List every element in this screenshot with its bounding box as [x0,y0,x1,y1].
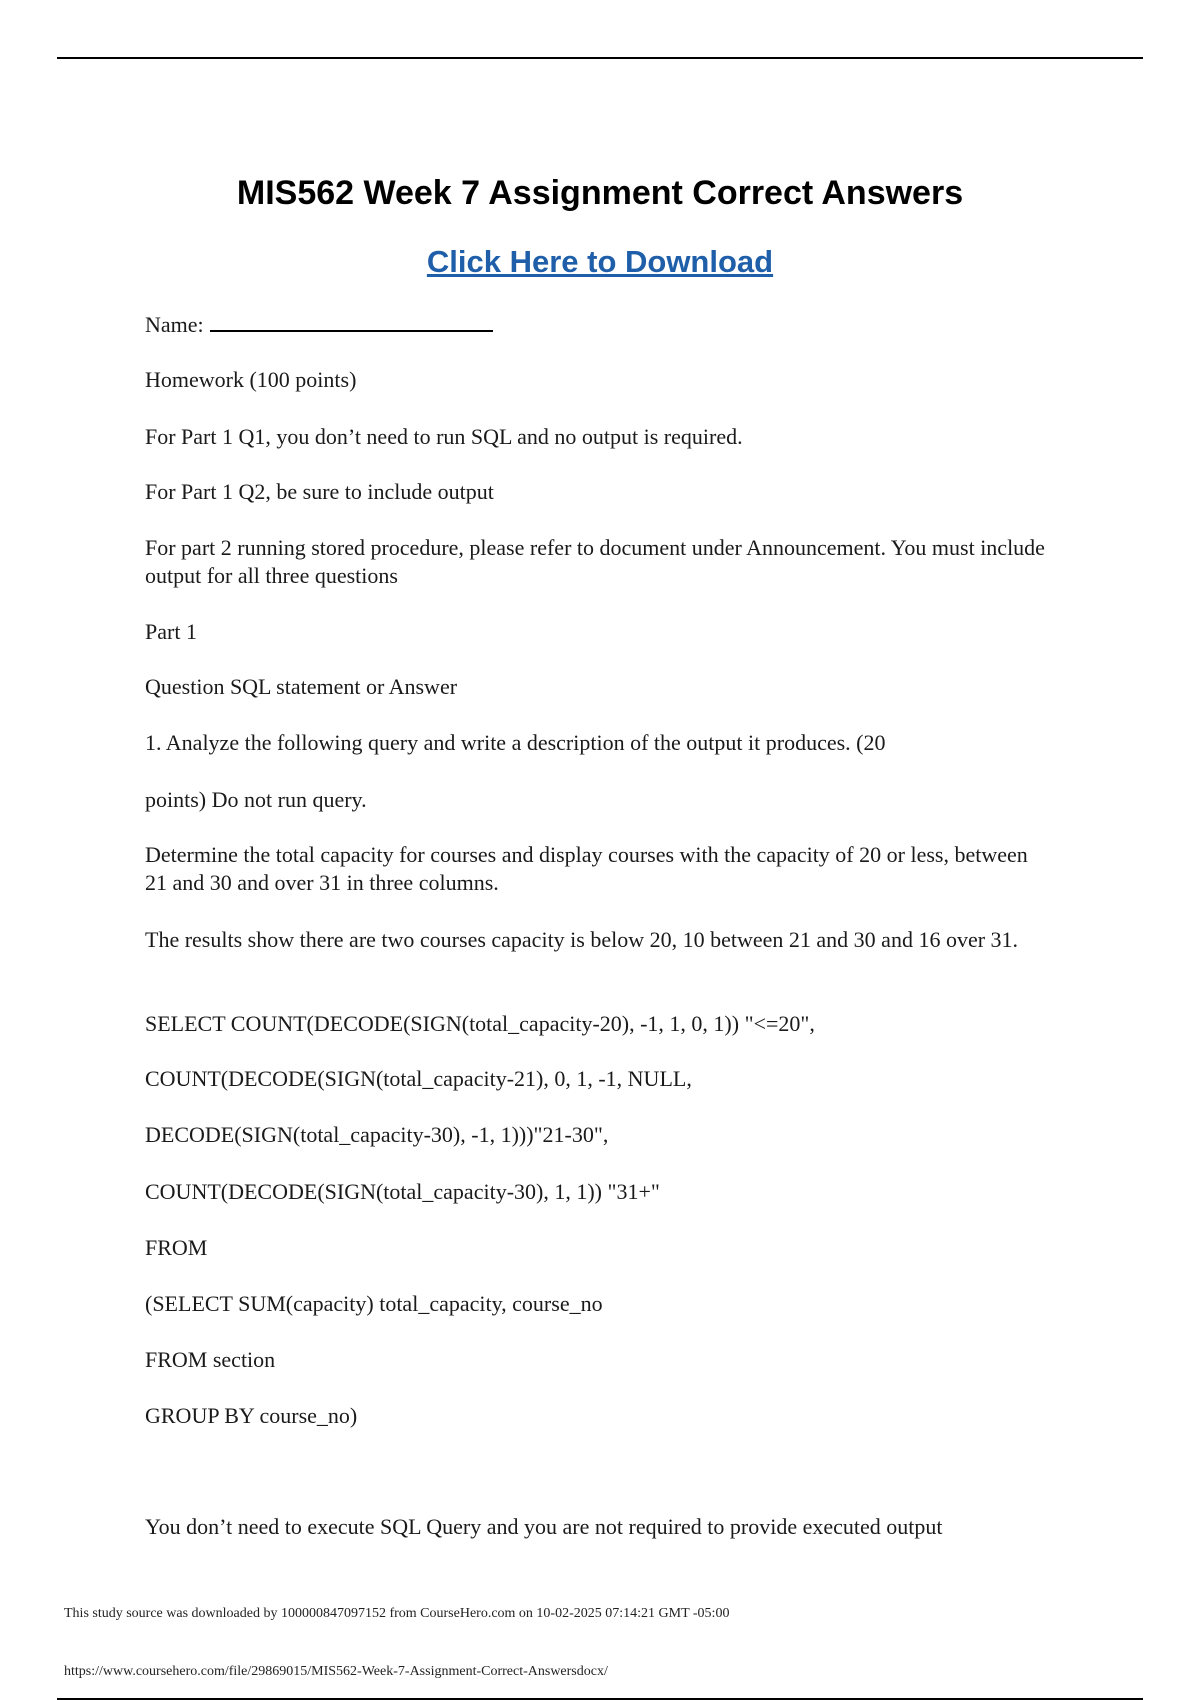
footer-source-line: This study source was downloaded by 100000847097152 from CourseHero.com on 10-02-2025 07:14:21 GMT -05:00 [64,1606,730,1621]
instruction-q2: For Part 1 Q2, be sure to include output [145,479,494,504]
sql-line: GROUP BY course_no) [145,1403,358,1428]
page-title: MIS562 Week 7 Assignment Correct Answers [236,174,964,212]
sql-line: DECODE(SIGN(total_capacity-30), -1, 1)))"21-30", [145,1122,609,1147]
name-blank [210,308,493,332]
instruction-part2: For part 2 running stored procedure, please refer to document under Announcement. You must include output for all three questions [145,535,1045,588]
question-1-line-2: points) Do not run query. [145,787,367,812]
question-header: Question SQL statement or Answer [145,674,458,699]
top-rule [57,57,1143,59]
download-link[interactable]: Click Here to Download [426,244,774,279]
sql-line: COUNT(DECODE(SIGN(total_capacity-21), 0, 1, -1, NULL, [145,1066,692,1091]
part1-heading: Part 1 [145,619,197,644]
instruction-q1: For Part 1 Q1, you don’t need to run SQL and no output is required. [145,424,743,449]
sql-line: (SELECT SUM(capacity) total_capacity, course_no [145,1291,603,1316]
answer-results: The results show there are two courses capacity is below 20, 10 between 21 and 30 and 16 over 31. [145,927,1019,952]
sql-line: FROM section [145,1347,276,1372]
sql-line: FROM [145,1235,208,1260]
footer-url[interactable]: https://www.coursehero.com/file/29869015/MIS562-Week-7-Assignment-Correct-Answersdocx/ [64,1664,608,1679]
question-1-line-1: 1. Analyze the following query and write a description of the output it produces. (20 [145,730,886,755]
execution-note: You don’t need to execute SQL Query and you are not required to provide executed output [145,1514,943,1539]
name-field [145,308,493,339]
sql-line: SELECT COUNT(DECODE(SIGN(total_capacity-20), -1, 1, 0, 1)) "<=20", [145,1011,815,1036]
homework-heading: Homework (100 points) [145,367,357,392]
answer-description: Determine the total capacity for courses and display courses with the capacity of 20 or less, between 21 and 30 and over 31 in three columns. [145,842,1028,895]
sql-line: COUNT(DECODE(SIGN(total_capacity-30), 1, 1)) "31+" [145,1179,660,1204]
name-label: Name: [145,312,204,337]
